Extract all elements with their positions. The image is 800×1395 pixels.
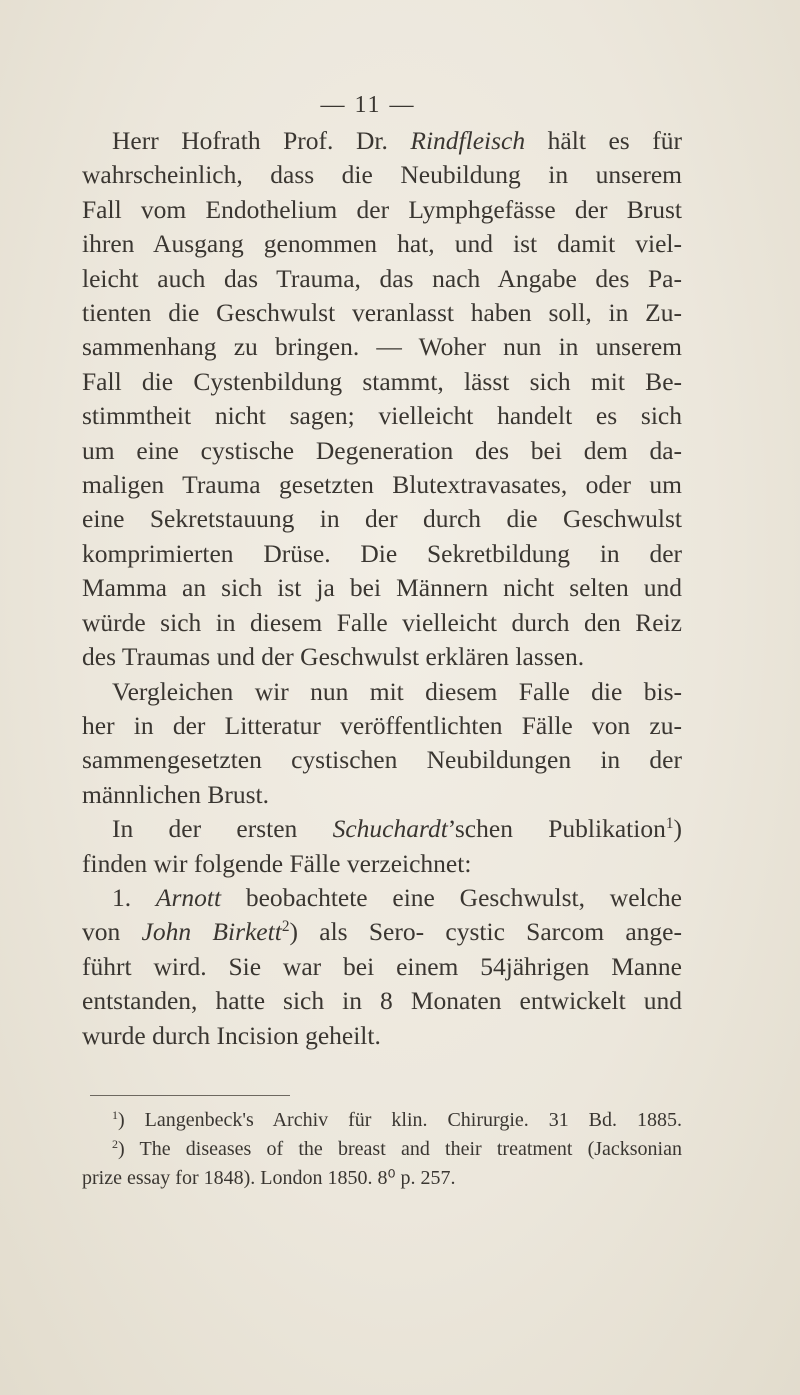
text-line: Fall die Cystenbildung stammt, lässt sich mit Be-: [82, 366, 682, 396]
paragraph-3: [82, 812, 682, 881]
footnote-1: $^1$) Langenbeck's Archiv für klin. Chirurgie. 31 Bd. 1885.: [112, 1107, 682, 1131]
text-line: eine Sekretstauung in der durch die Geschwulst: [82, 504, 682, 534]
text-line: von John Birkett$^2$) als Sero- cystic Sarcom ange-: [82, 917, 682, 947]
footnote-2-continuation: prize essay for 1848). London 1850. 8⁰ p. 257.: [82, 1167, 456, 1189]
footnote-ref: 1: [665, 814, 674, 832]
text-line: leicht auch das Trauma, das nach Angabe des Pa-: [82, 263, 682, 293]
text-line: würde sich in diesem Falle vielleicht durch den Reiz: [82, 607, 682, 637]
paragraph-2: [82, 675, 682, 813]
text-line: 1. Arnott beobachtete eine Geschwulst, welche: [112, 882, 682, 912]
text-line: Fall vom Endothelium der Lymphgefässe der Brust: [82, 194, 682, 224]
main-text: [82, 124, 682, 1053]
footnote-marker: 2: [112, 1136, 118, 1151]
text-line: sammengesetzten cystischen Neubildungen in der: [82, 745, 682, 775]
footnote-text: The diseases of the breast and their treatment (Jacksonian: [139, 1138, 682, 1160]
text-line: um eine cystische Degeneration des bei dem da-: [82, 435, 682, 465]
author-name: Schuchardt: [332, 814, 448, 844]
paragraph-4: [82, 881, 682, 1053]
text-line: Mamma an sich ist ja bei Männern nicht selten und: [82, 573, 682, 603]
text-line: komprimierten Drüse. Die Sekretbildung in der: [82, 538, 682, 568]
text-line: führt wird. Sie war bei einem 54jährigen Manne: [82, 951, 682, 981]
footnote-marker: 1: [112, 1107, 118, 1122]
text-line: tienten die Geschwulst veranlasst haben soll, in Zu-: [82, 298, 682, 328]
footnote-2: $^2$) The diseases of the breast and their treatment (Jacksonian: [112, 1136, 682, 1160]
author-name: John Birkett: [141, 917, 282, 947]
text-line: Vergleichen wir nun mit diesem Falle die bis-: [112, 676, 682, 706]
text-line: sammenhang zu bringen. — Woher nun in unserem: [82, 332, 682, 362]
text-line: In der ersten Schuchardt’schen Publikation$^1$): [112, 814, 682, 844]
text-line: wurde durch Incision geheilt.: [82, 1020, 381, 1050]
text-line: entstanden, hatte sich in 8 Monaten entwickelt und: [82, 986, 682, 1016]
text-line: maligen Trauma gesetzten Blutextravasates, oder um: [82, 470, 682, 500]
text-line: wahrscheinlich, dass die Neubildung in unserem: [82, 160, 682, 190]
text-line: Herr Hofrath Prof. Dr. Rindfleisch hält es für: [112, 126, 682, 155]
text-line: männlichen Brust.: [82, 779, 269, 809]
footnotes: [82, 1106, 682, 1193]
author-name: Arnott: [155, 882, 222, 912]
text-line: stimmtheit nicht sagen; vielleicht handelt es sich: [82, 401, 682, 431]
paragraph-1: [82, 124, 682, 675]
text-line: des Traumas und der Geschwulst erklären lassen.: [82, 642, 585, 672]
footnote-text: Langenbeck's Archiv für klin. Chirurgie. 31 Bd. 1885.: [144, 1109, 682, 1131]
footnote-ref: 2: [281, 918, 290, 936]
footnote-rule: [90, 1095, 290, 1096]
text-line: her in der Litteratur veröffentlichten Fälle von zu-: [82, 710, 682, 740]
page-number: — 11 —: [320, 92, 416, 118]
author-name: Rindfleisch: [410, 126, 526, 155]
text-line: finden wir folgende Fälle verzeichnet:: [82, 848, 472, 878]
text-line: ihren Ausgang genommen hat, und ist damit viel-: [82, 229, 682, 259]
